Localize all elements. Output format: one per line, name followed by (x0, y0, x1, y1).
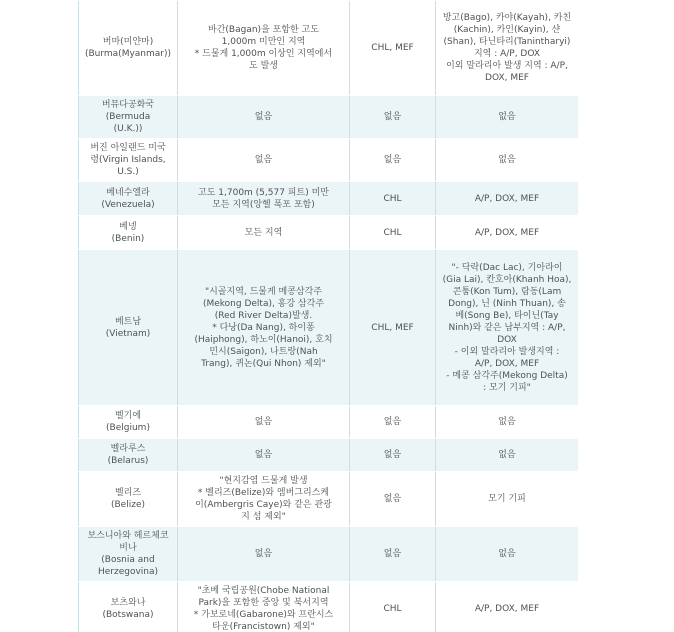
malaria-country-table (78, 0, 578, 632)
medication-cell: "- 닥락(Dac Lac), 기아라이 (Gia Lai), 칸호아(Khanh Hoa), 콘툼(Kon Tum), 람동(Lam Dong), 닌 (Ninh Thuan), 송 베(Song Be), 타이닌(Tay Ninh)와 같은 남부지역 : A/P, DOX - 이외 말라리아 발생지역 : A/P, DOX, MEF - 메콩 삼각주(Mekong Delta) : 모기 기피" (436, 250, 579, 406)
area-cell: 없음 (178, 439, 350, 472)
medication-cell: 없음 (436, 439, 579, 472)
medication-cell: 없음 (436, 527, 579, 582)
medication-cell: 없음 (436, 406, 579, 439)
medication-cell: A/P, DOX, MEF (436, 216, 579, 250)
area-cell: "현지감염 드물게 발생 * 벨리즈(Belize)와 엠버그리스케 이(Ambergris Caye)와 같은 관광 지 섬 제외" (178, 472, 350, 527)
area-cell: 모든 지역 (178, 216, 350, 250)
country-cell: 베네수엘라 (Venezuela) (79, 182, 178, 216)
table-row (79, 527, 579, 582)
area-cell: 없음 (178, 527, 350, 582)
prevention-cell: 없음 (350, 96, 436, 139)
country-cell: 버진 아일랜드 미국 령(Virgin Islands, U.S.) (79, 139, 178, 182)
table-row (79, 439, 579, 472)
prevention-cell: 없음 (350, 439, 436, 472)
table-row (79, 406, 579, 439)
prevention-cell: 없음 (350, 139, 436, 182)
medication-cell: A/P, DOX, MEF (436, 182, 579, 216)
country-cell: 버뮤다공화국 (Bermuda (U.K.)) (79, 96, 178, 139)
country-cell: 벨라루스 (Belarus) (79, 439, 178, 472)
prevention-cell: 없음 (350, 527, 436, 582)
medication-cell: 없음 (436, 139, 579, 182)
area-cell: 없음 (178, 139, 350, 182)
area-cell: "초베 국립공원(Chobe National Park)을 포함한 중앙 및 북서지역 * 가보로네(Gabarone)와 프란시스 타운(Francistown) 제외" (178, 582, 350, 632)
country-cell: 베넹 (Benin) (79, 216, 178, 250)
area-cell: 없음 (178, 406, 350, 439)
country-cell: 벨기에 (Belgium) (79, 406, 178, 439)
table-row (79, 472, 579, 527)
table-row (79, 182, 579, 216)
country-cell: 보츠와나 (Botswana) (79, 582, 178, 632)
medication-cell: 없음 (436, 96, 579, 139)
country-cell: 버마(미얀마) (Burma(Myanmar)) (79, 1, 178, 96)
prevention-cell: 없음 (350, 406, 436, 439)
prevention-cell: CHL, MEF (350, 1, 436, 96)
area-cell: 바간(Bagan)을 포함한 고도 1,000m 미만인 지역 * 드물게 1,000m 이상인 지역에서 도 발생 (178, 1, 350, 96)
medication-cell: 모기 기피 (436, 472, 579, 527)
table-row (79, 96, 579, 139)
table-row (79, 216, 579, 250)
prevention-cell: CHL, MEF (350, 250, 436, 406)
country-cell: 보스니아와 헤르체코 비나 (Bosnia and Herzegovina) (79, 527, 178, 582)
country-cell: 벨리즈 (Belize) (79, 472, 178, 527)
table-row (79, 1, 579, 96)
prevention-cell: CHL (350, 582, 436, 632)
prevention-cell: 없음 (350, 472, 436, 527)
area-cell: 고도 1,700m (5,577 피트) 미만 모든 지역(앙헬 폭포 포함) (178, 182, 350, 216)
area-cell: 없음 (178, 96, 350, 139)
prevention-cell: CHL (350, 182, 436, 216)
table-row (79, 250, 579, 406)
medication-cell: A/P, DOX, MEF (436, 582, 579, 632)
table-row (79, 582, 579, 632)
medication-cell: 방고(Bago), 카야(Kayah), 카친 (Kachin), 카인(Kayin), 샨 (Shan), 타닌타리(Tanintharyi) 지역 : A/P, DOX 이외 말라리아 발생 지역 : A/P, DOX, MEF (436, 1, 579, 96)
prevention-cell: CHL (350, 216, 436, 250)
country-cell: 베트남 (Vietnam) (79, 250, 178, 406)
malaria-table-container (78, 0, 578, 632)
table-row (79, 139, 579, 182)
area-cell: "시골지역, 드물게 메콩삼각주 (Mekong Delta), 홍강 삼각주 (Red River Delta)발생. * 다낭(Da Nang), 하이퐁 (Haiphong), 하노이(Hanoi), 호치 민시(Saigon), 나트랑(Nah Trang), 퀴논(Qui Nhon) 제외" (178, 250, 350, 406)
